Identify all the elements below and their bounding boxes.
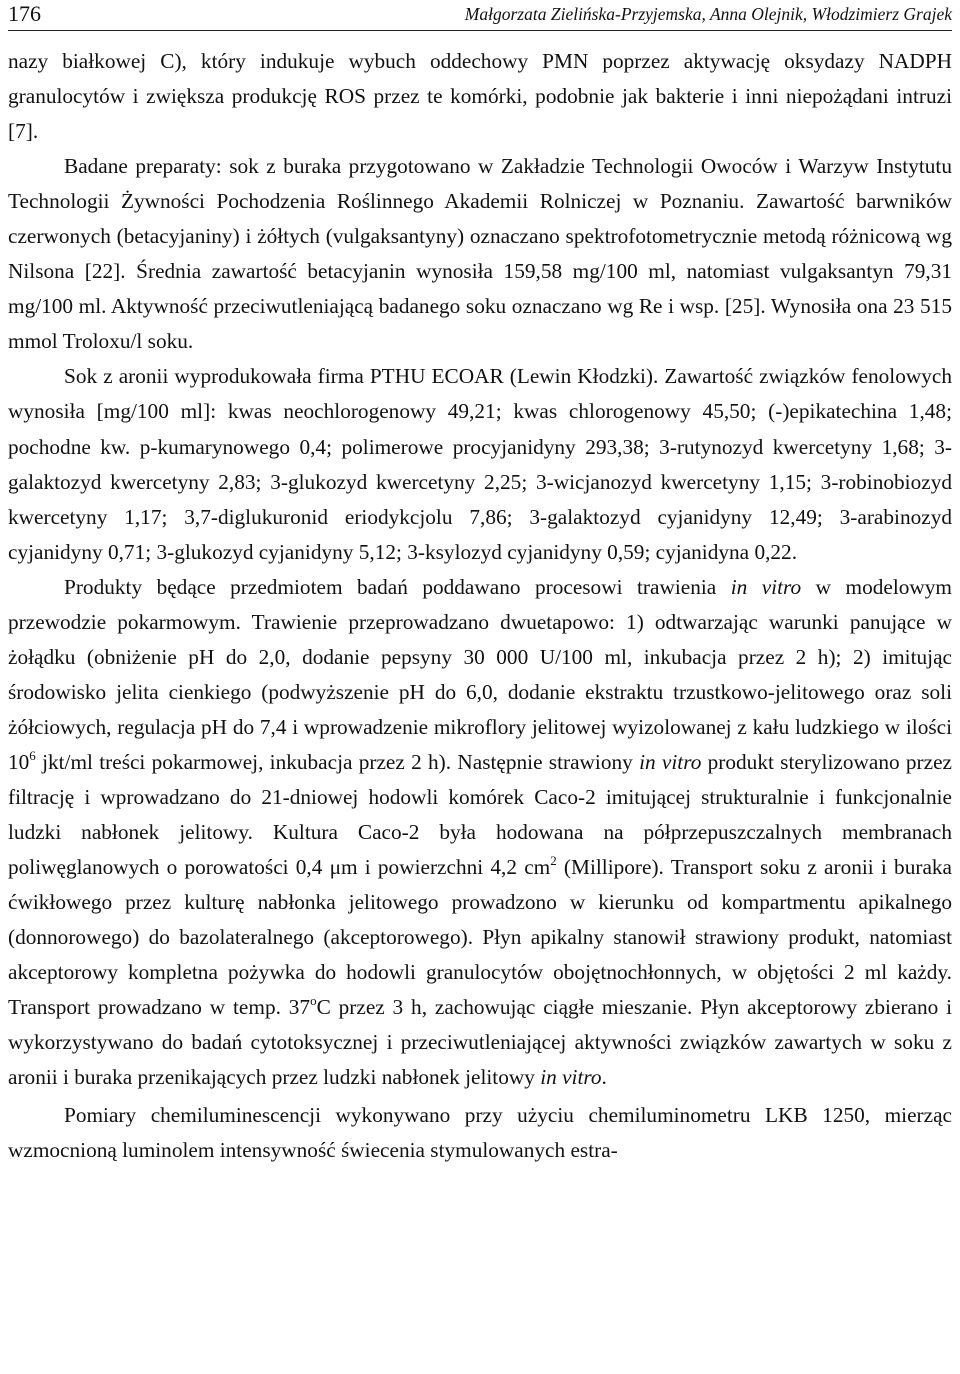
superscript: 6 bbox=[29, 747, 36, 763]
text-run: C przez 3 h, zachowując ciągłe mieszanie. Płyn akceptorowy zbierano i wykorzystywano do badań cytotoksycznej i przeciwutleniającej aktywności związków zawartych w soku z aronii i buraka przenikających przez ludzki nabłonek jelitowy bbox=[8, 995, 952, 1090]
paragraph-chemiluminescence: Pomiary chemiluminescencji wykonywano przy użyciu chemiluminometru LKB 1250, mierząc wzmocnioną luminolem intensywność świecenia stymulowanych estra- bbox=[8, 1103, 952, 1163]
page-number: 176 bbox=[8, 1, 41, 26]
paragraph-preparations: Badane preparaty: sok z buraka przygotowano w Zakładzie Technologii Owoców i Warzyw Instytutu Technologii Żywności Pochodzenia Roślinnego Akademii Rolniczej w Poznaniu. Zawartość barwników czerwonych (betacyjaniny) i żółtych (vulgaksantyny) oznaczano spektrofotometrycznie metodą różnicową wg Nilsona [22]. Średnia zawartość betacyjanin wynosiła 159,58 mg/100 ml, natomiast vulgaksantyn 79,31 mg/100 ml. Aktywność przeciwutleniającą badanego soku oznaczano wg Re i wsp. [25]. Wynosiła ona 23 515 mmol Troloxu/l soku. bbox=[8, 154, 952, 354]
text-run: jkt/ml treści pokarmowej, inkubacja przez 2 h). Następnie strawiony bbox=[35, 749, 640, 774]
text-run: Produkty będące przedmiotem badań poddawano procesowi trawienia bbox=[64, 574, 731, 599]
superscript: o bbox=[310, 993, 317, 1009]
text-run: (Millipore). Transport soku z aronii i buraka ćwikłowego przez kulturę nabłonka jelitowego prowadzono w kierunku od kompartmentu apikalnego (donnorowego) do bazolateralnego (akceptorowego). Płyn apikalny stanowił strawiony produkt, natomiast akceptorowy kompletna pożywka do hodowli granulocytów obojętnochłonnych, w objętości 2 ml każdy. Transport prowadzano w temp. 37 bbox=[8, 855, 952, 1020]
text-run: . bbox=[601, 1065, 607, 1090]
italic-term: in vitro bbox=[540, 1065, 602, 1090]
paragraph-continued: nazy białkowej C), który indukuje wybuch oddechowy PMN poprzez aktywację oksydazy NADPH granulocytów i zwiększa produkcję ROS przez te komórki, podobnie jak bakterie i inni niepożądani intruzi [7]. bbox=[8, 49, 952, 144]
document-page bbox=[8, 0, 952, 1169]
italic-term: in vitro bbox=[639, 749, 702, 774]
text-run: w modelowym przewodzie pokarmowym. Trawienie przeprowadzano dwuetapowo: 1) odtwarzając warunki panujące w żołądku (obniżenie pH do 2,0, dodanie pepsyny 30 000 U/100 ml, inkubacja przez 2 h); 2) imitując środowisko jelita cienkiego (podwyższenie pH do 6,0, dodanie ekstraktu trzustkowo-jelitowego oraz soli żółciowych, regulacja pH do 7,4 i wprowadzenie mikroflory jelitowej wyizolowanej z kału ludzkiego w ilości 10 bbox=[8, 574, 952, 774]
superscript: 2 bbox=[550, 853, 557, 869]
text-run: produkt sterylizowano przez filtrację i wprowadzano do 21-dniowej hodowli komórek Caco-2 imitującej strukturalnie i funkcjonalnie ludzki nabłonek jelitowy. Kultura Caco-2 była hodowana na półprzepuszczalnych membranach poliwęglanowych o porowatości 0,4 μm i powierzchni 4,2 cm bbox=[8, 749, 952, 880]
running-head-authors: Małgorzata Zielińska-Przyjemska, Anna Olejnik, Włodzimierz Grajek bbox=[464, 4, 952, 24]
paragraph-digestion-model bbox=[8, 570, 952, 1096]
body-text bbox=[8, 44, 952, 1169]
paragraph-aronia-juice: Sok z aronii wyprodukowała firma PTHU ECOAR (Lewin Kłodzki). Zawartość związków fenolowych wynosiła [mg/100 ml]: kwas neochlorogenowy 49,21; kwas chlorogenowy 45,50; (-)epikatechina 1,48; pochodne kw. p-kumarynowego 0,4; polimerowe procyjanidyny 293,38; 3-rutynozyd kwercetyny 1,68; 3-galaktozyd kwercetyny 2,83; 3-glukozyd kwercetyny 2,25; 3-wicjanozyd kwercetyny 1,15; 3-robinobiozyd kwercetyny 1,17; 3,7-diglukuronid eriodykcjolu 7,86; 3-galaktozyd cyjanidyny 12,49; 3-arabinozyd cyjanidyny 0,71; 3-glukozyd cyjanidyny 5,12; 3-ksylozyd cyjanidyny 0,59; cyjanidyna 0,22. bbox=[8, 364, 952, 564]
page-header bbox=[8, 0, 952, 31]
italic-term: in vitro bbox=[730, 574, 802, 599]
